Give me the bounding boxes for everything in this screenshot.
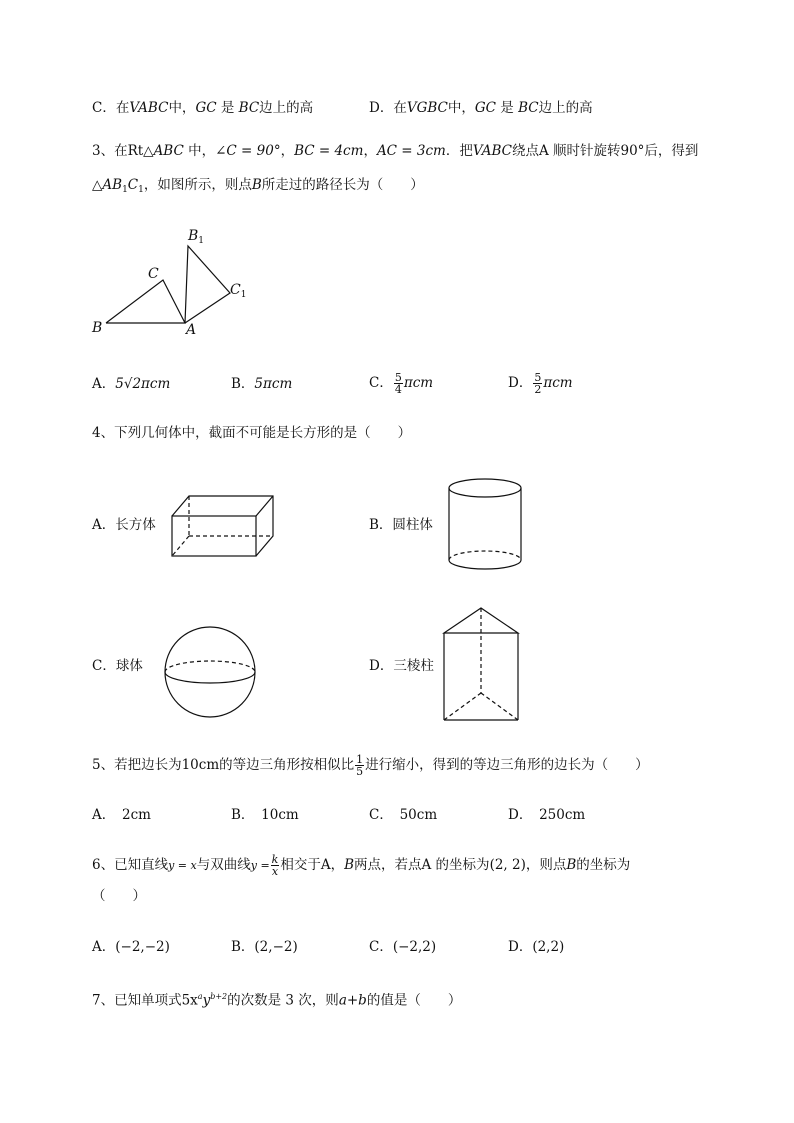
q7-stem: 7、已知单项式$5x^ay^{b+2}$的次数是 3 次，则a+b的值是（ ） [92,992,462,1009]
q6-option-b[interactable]: B．(2,−2) [231,939,298,955]
q6-stem-line2: （ ） [92,888,146,904]
q6-option-a[interactable]: A．(−2,−2) [92,939,170,955]
q5-option-c[interactable]: C． 50cm [369,807,438,823]
q2-option-d[interactable]: D．在VGBC中，GC 是 BC边上的高 [369,100,593,116]
q6-stem-line1: 6、已知直线y = x与双曲线y = $\frac{k}{x}$ 相交于A，B两点，若点A 的坐标为(2, 2)，则点B的坐标为 [92,853,631,878]
fraction: $\frac{5}{2}$ [534,371,542,396]
point-label-b1: $B_1$ [188,228,205,246]
fraction: $\frac{1}{5}$ [356,753,364,778]
point-label-a: A [186,322,197,338]
q3-option-b[interactable]: B．5πcm [231,376,293,392]
q3-option-c[interactable]: C． $\frac{5}{4}$ πcm [369,371,434,396]
q5-option-b[interactable]: B． 10cm [231,807,299,823]
point-label-b: B [92,320,103,336]
q2-option-c[interactable]: C．在VABC中，GC 是 BC边上的高 [92,100,314,116]
q4-stem: 4、下列几何体中，截面不可能是长方形的是（ ） [92,425,412,441]
q5-option-a[interactable]: A． 2cm [92,807,151,823]
q6-option-c[interactable]: C．(−2,2) [369,939,437,955]
q5-option-d[interactable]: D． 250cm [508,807,586,823]
point-label-c1: $C_1$ [230,282,247,300]
q5-stem: 5、若把边长为10cm的等边三角形按相似比 $\frac{1}{5}$ 进行缩小，得到的等边三角形的边长为（ ） [92,753,649,778]
q4-option-d[interactable]: D．三棱柱 [369,658,434,674]
q4-option-b[interactable]: B．圆柱体 [369,517,433,533]
q3-option-a[interactable]: A．5√2πcm [92,376,171,392]
q3-stem-line1: 3、在Rt△ABC 中，∠C = 90°，BC = 4cm，AC = 3cm．把VABC绕点A 顺时针旋转90°后，得到 [92,143,699,159]
q4-option-c[interactable]: C．球体 [92,658,143,674]
fraction: $\frac{5}{4}$ [394,371,402,396]
q4-option-a[interactable]: A．长方体 [92,517,156,533]
q3-stem-line2: $\triangle AB_1C_1$，如图所示，则点B所走过的路径长为（ ） [92,177,424,195]
fraction: $\frac{k}{x}$ [271,853,279,878]
q6-option-d[interactable]: D．(2,2) [508,939,565,955]
point-label-c: C [148,266,159,282]
q3-option-d[interactable]: D． $\frac{5}{2}$ πcm [508,371,573,396]
